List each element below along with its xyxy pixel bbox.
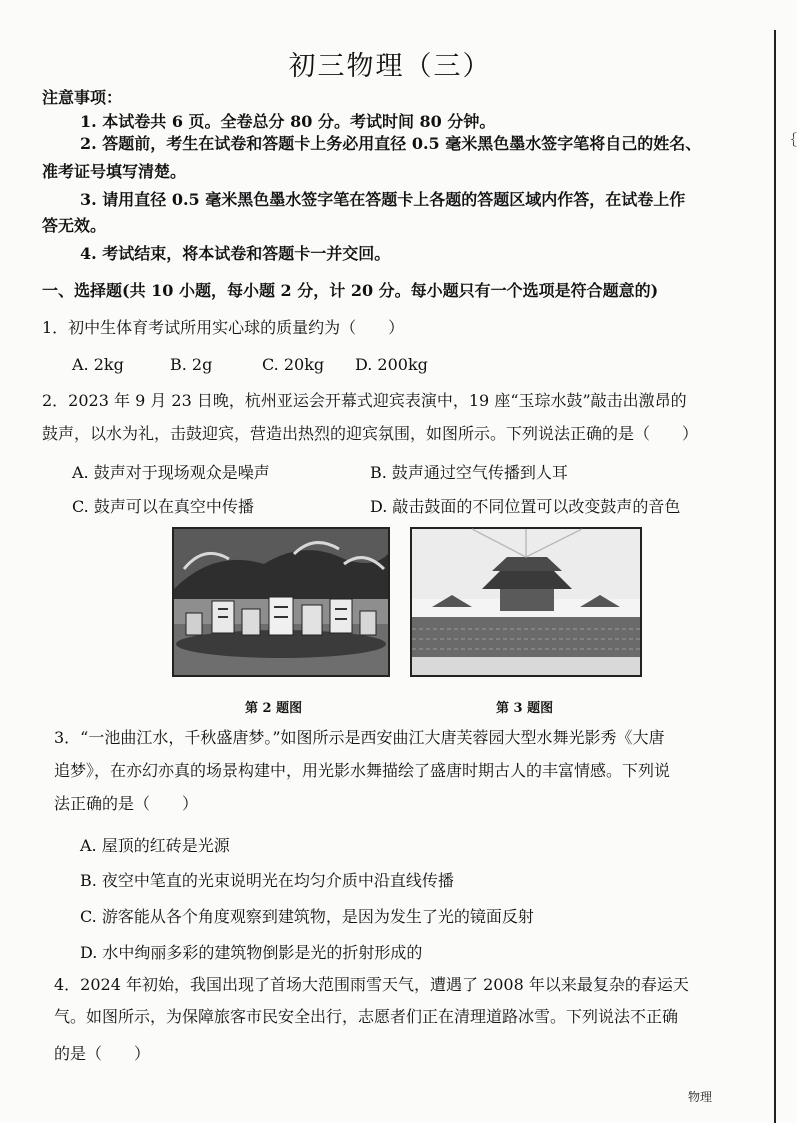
notice-item-2: 2. 答题前，考生在试卷和答题卡上务必用直径 0.5 毫米黑色墨水签字笔将自己的姓名、 <box>80 134 702 153</box>
question-2-stem-line-1: 2．2023 年 9 月 23 日晚，杭州亚运会开幕式迎宾表演中，19 座“玉琮水鼓”敲击出激昂的 <box>42 391 687 410</box>
question-2-stem-line-2: 鼓声，以水为礼，击鼓迎宾，营造出热烈的迎宾氛围，如图所示。下列说法正确的是（ ） <box>42 424 699 443</box>
question-3-stem-line-2: 追梦》，在亦幻亦真的场景构建中，用光影水舞描绘了盛唐时期古人的丰富情感。下列说 <box>54 761 671 780</box>
binding-line <box>774 30 776 1123</box>
question-1-option-a: A. 2kg <box>72 355 124 374</box>
notice-item-4: 4. 考试结束，将本试卷和答题卡一并交回。 <box>80 244 391 263</box>
question-1-option-b: B. 2g <box>170 355 213 374</box>
notice-item-3: 3. 请用直径 0.5 毫米黑色墨水签字笔在答题卡上各题的答题区域内作答，在试卷上作 <box>80 190 686 209</box>
edge-mark: ｛ <box>783 133 797 149</box>
notice-item-1: 1. 本试卷共 6 页。全卷总分 80 分。考试时间 80 分钟。 <box>80 112 496 131</box>
section-heading: 一、选择题(共 10 小题，每小题 2 分，计 20 分。每小题只有一个选项是符合题意的) <box>42 281 659 300</box>
figure-2-caption: 第 2 题图 <box>245 701 303 716</box>
figure-2-drum-photo <box>172 527 390 677</box>
figure-3-light-show-photo <box>410 527 642 677</box>
notice-item-3-cont: 答无效。 <box>42 216 107 235</box>
notice-heading: 注意事项： <box>42 88 123 107</box>
question-1-option-d: D. 200kg <box>355 355 428 374</box>
palace-scene-image <box>412 529 640 675</box>
figure-3-caption: 第 3 题图 <box>496 701 554 716</box>
question-4-stem-line-1: 4．2024 年初始，我国出现了首场大范围雨雪天气，遭遇了 2008 年以来最复杂的春运天 <box>54 975 689 994</box>
question-3-option-a: A. 屋顶的红砖是光源 <box>80 836 230 855</box>
question-3-option-b: B. 夜空中笔直的光束说明光在均匀介质中沿直线传播 <box>80 871 454 890</box>
question-2-option-c: C. 鼓声可以在真空中传播 <box>72 497 254 516</box>
question-1-stem: 1．初中生体育考试所用实心球的质量约为（ ） <box>42 318 405 337</box>
question-3-stem-line-3: 法正确的是（ ） <box>54 794 199 813</box>
notice-item-2-cont: 准考证号填写清楚。 <box>42 162 187 181</box>
question-3-stem-line-1: 3．“一池曲江水，千秋盛唐梦。”如图所示是西安曲江大唐芙蓉园大型水舞光影秀《大唐 <box>54 728 665 747</box>
question-2-option-b: B. 鼓声通过空气传播到人耳 <box>370 463 568 482</box>
question-4-stem-line-3: 的是（ ） <box>54 1044 151 1063</box>
question-4-stem-line-2: 气。如图所示，为保障旅客市民安全出行，志愿者们正在清理道路冰雪。下列说法不正确 <box>54 1007 679 1026</box>
question-3-option-d: D. 水中绚丽多彩的建筑物倒影是光的折射形成的 <box>80 943 423 962</box>
page-title: 初三物理（三） <box>288 51 492 82</box>
footer-subject-mark: 物理 <box>688 1090 713 1104</box>
question-2-option-a: A. 鼓声对于现场观众是噪声 <box>72 463 270 482</box>
question-1-option-c: C. 20kg <box>262 355 325 374</box>
drum-scene-image <box>174 529 388 675</box>
question-3-option-c: C. 游客能从各个角度观察到建筑物，是因为发生了光的镜面反射 <box>80 907 534 926</box>
question-2-option-d: D. 敲击鼓面的不同位置可以改变鼓声的音色 <box>370 497 681 516</box>
